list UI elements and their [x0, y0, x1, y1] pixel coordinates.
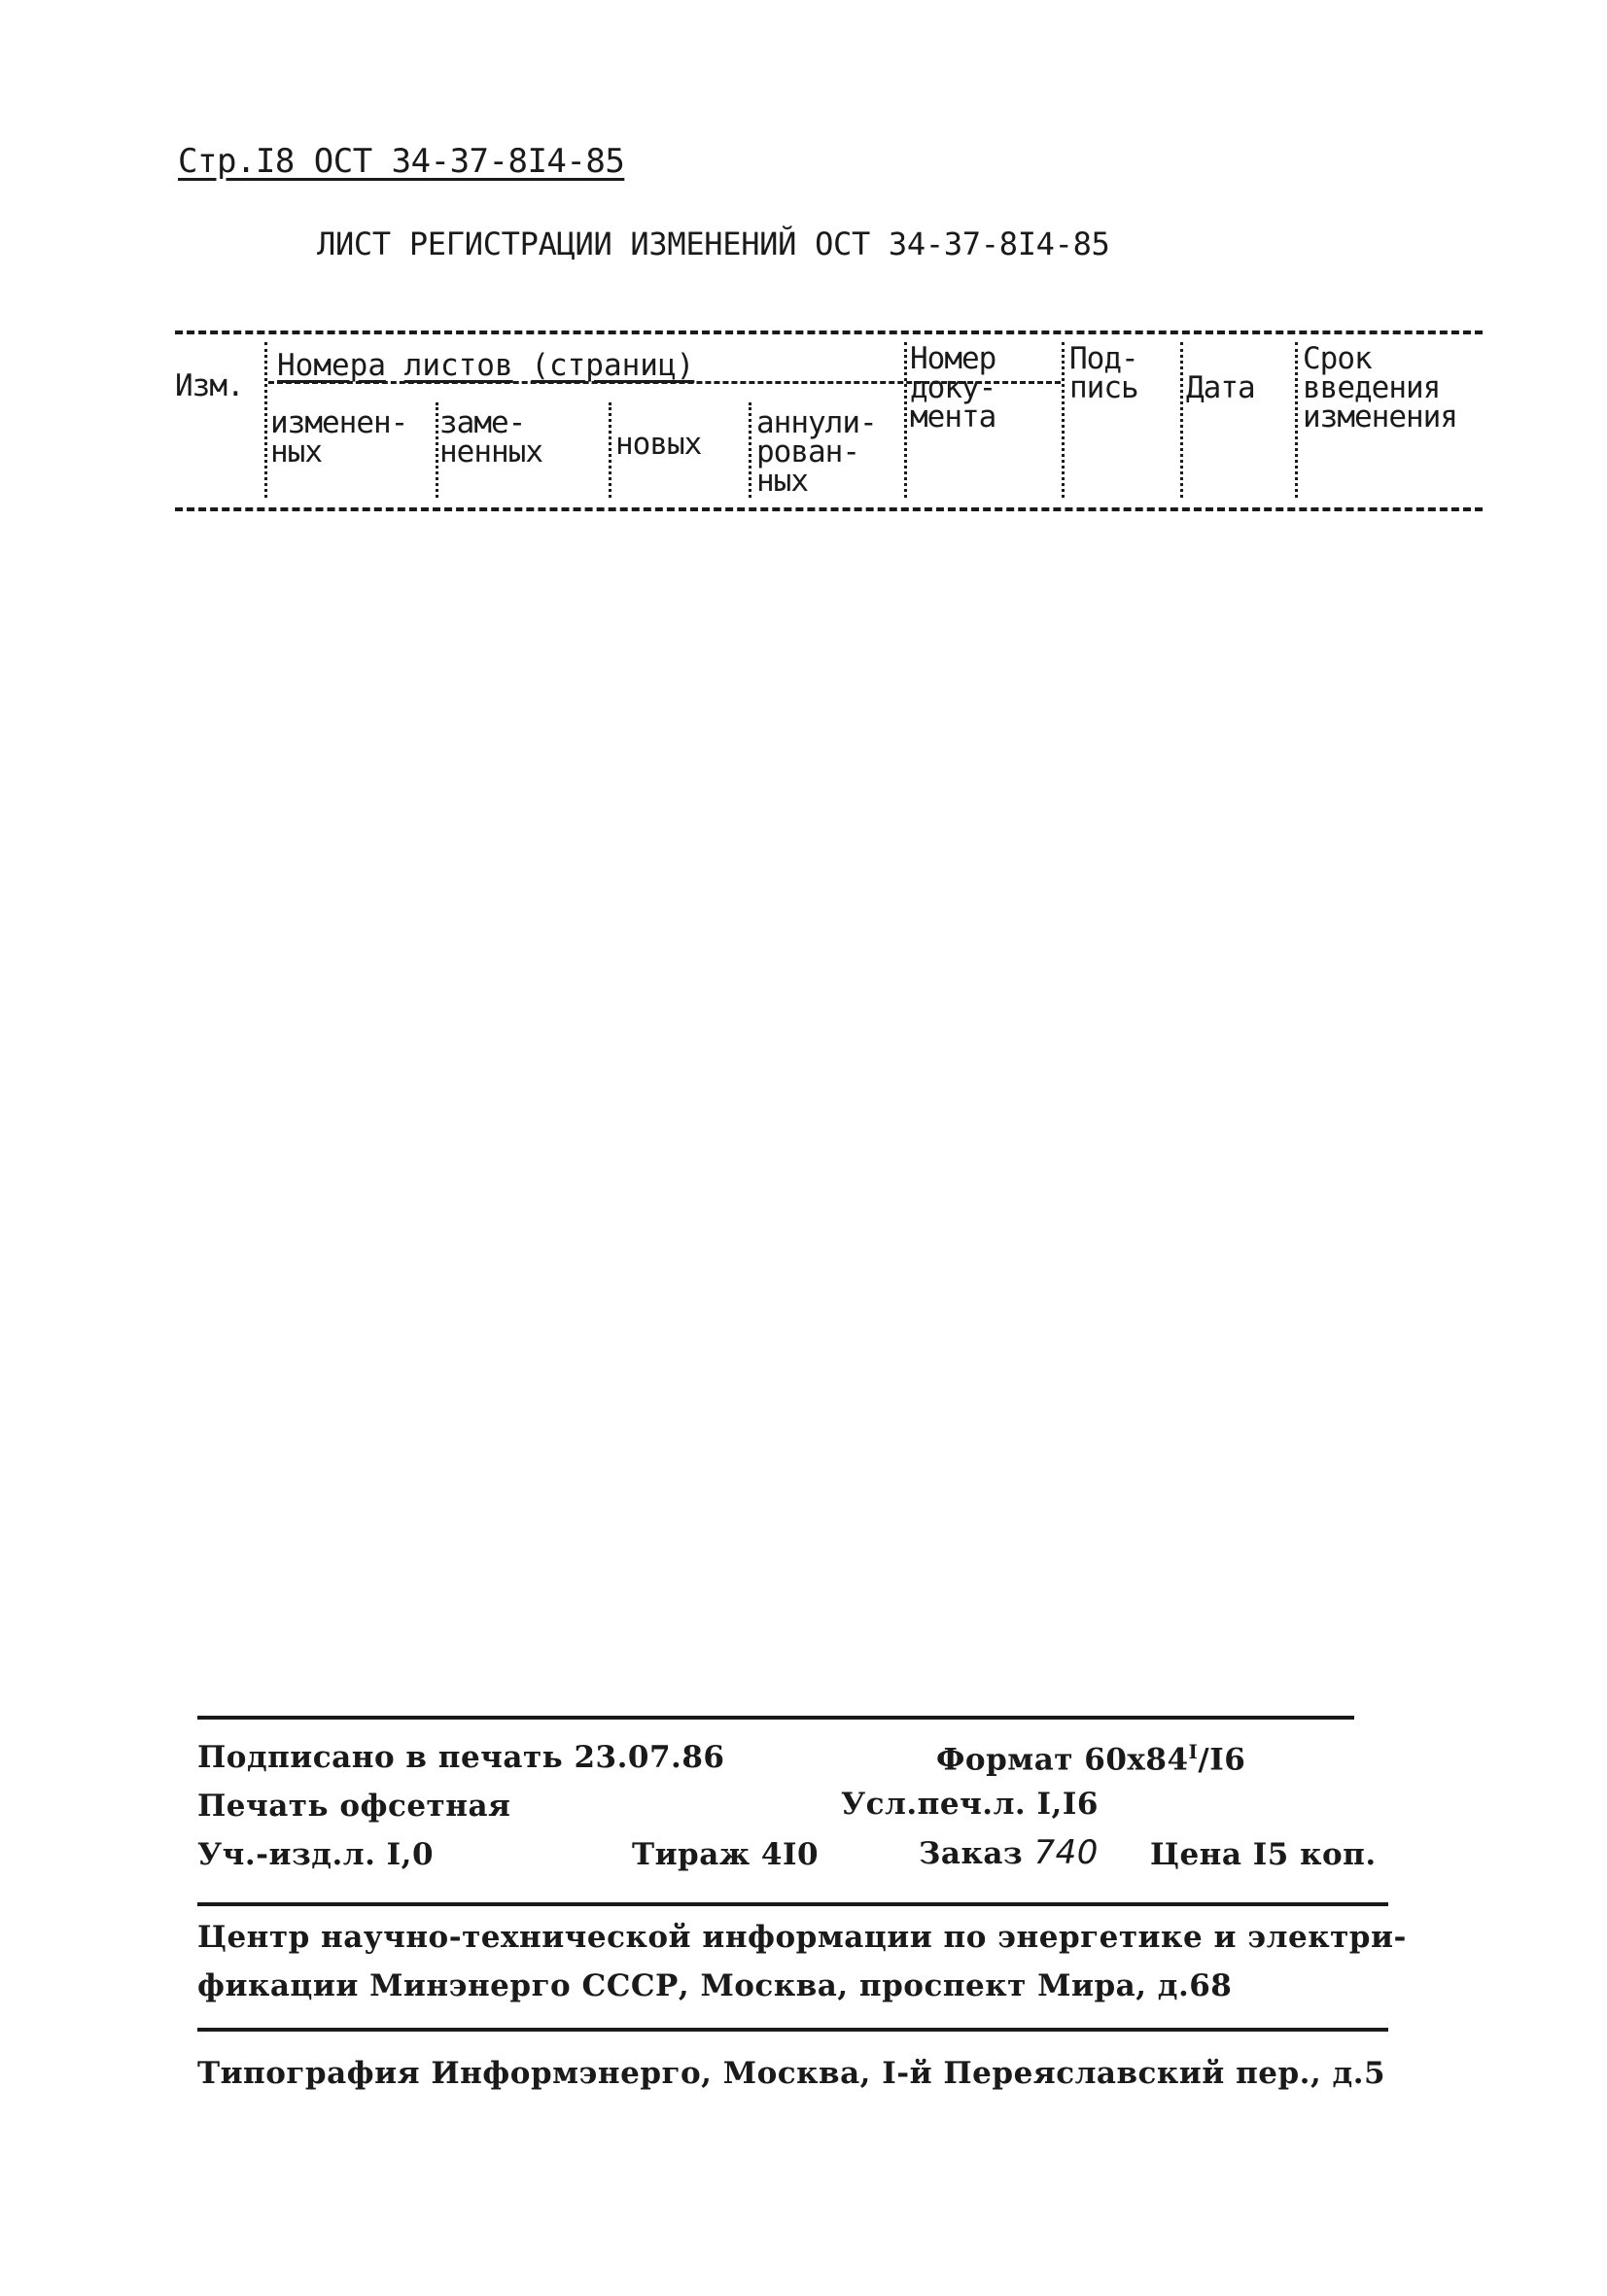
change-registration-table — [175, 321, 1483, 515]
separator-after-replaced — [609, 402, 611, 498]
separator-after-new — [749, 402, 751, 498]
price: Цена I5 коп. — [1150, 1837, 1377, 1872]
group-title-sheet-numbers — [277, 350, 909, 381]
page-header: Стр.I8 ОСТ 34-37-8I4-85 — [178, 142, 625, 181]
order-label: Заказ — [919, 1836, 1024, 1871]
signed-for-print: Подписано в печать 23.07.86 — [197, 1740, 725, 1775]
printing-house: Типография Информэнерго, Москва, I-й Переяславский пер., д.5 — [197, 2056, 1386, 2091]
separator-after-doc-number — [1062, 342, 1065, 498]
format-tail: /I6 — [1198, 1742, 1246, 1778]
order-number: 740 — [1033, 1833, 1099, 1872]
table-top-rule — [175, 330, 1483, 334]
col-replaced-header: заме- ненных — [439, 405, 542, 470]
colophon-top-rule — [197, 1716, 1354, 1720]
col-changed-header: изменен- ных — [270, 405, 408, 470]
col-doc-number-header: Номер доку- мента — [910, 341, 996, 435]
publisher-line-1: Центр научно-технической информации по энергетике и электри- — [197, 1920, 1407, 1955]
conditional-sheets: Усл.печ.л. I,I6 — [841, 1787, 1099, 1822]
col-signature-header: Под- пись — [1069, 341, 1138, 405]
separator-after-change — [264, 342, 267, 498]
format-superscript: I — [1188, 1740, 1199, 1763]
group-title-word-3: (страниц) — [531, 348, 695, 383]
circulation: Тираж 4I0 — [632, 1837, 820, 1872]
edit-sheets: Уч.-изд.л. I,0 — [197, 1837, 435, 1872]
format-label: Формат 60x84 — [936, 1742, 1189, 1778]
separator-after-changed — [436, 402, 438, 498]
sheet-title: ЛИСТ РЕГИСТРАЦИИ ИЗМЕНЕНИЙ ОСТ 34-37-8I4-85 — [317, 226, 1110, 262]
separator-after-signature — [1180, 342, 1183, 498]
print-type: Печать офсетная — [197, 1789, 511, 1824]
separator-after-date — [1295, 342, 1298, 498]
group-title-word-2: листов — [403, 348, 513, 383]
col-date-header: Дата — [1186, 370, 1255, 405]
group-title-word-1: Номера — [277, 348, 386, 383]
col-term-header: Срок введения изменения — [1303, 341, 1457, 435]
colophon-middle-rule — [197, 1902, 1388, 1906]
col-new-header: новых — [615, 427, 702, 462]
col-annulled-header: аннули- рован- ных — [756, 405, 877, 499]
colophon-bottom-rule — [197, 2028, 1388, 2032]
publisher-line-2: фикации Минэнерго СССР, Москва, проспект Мира, д.68 — [197, 1968, 1233, 2003]
col-change-header: Изм. — [175, 368, 244, 403]
order-info — [919, 1833, 1099, 1872]
table-bottom-rule — [175, 507, 1483, 511]
separator-after-annulled — [904, 342, 907, 498]
format-info — [936, 1740, 1245, 1777]
